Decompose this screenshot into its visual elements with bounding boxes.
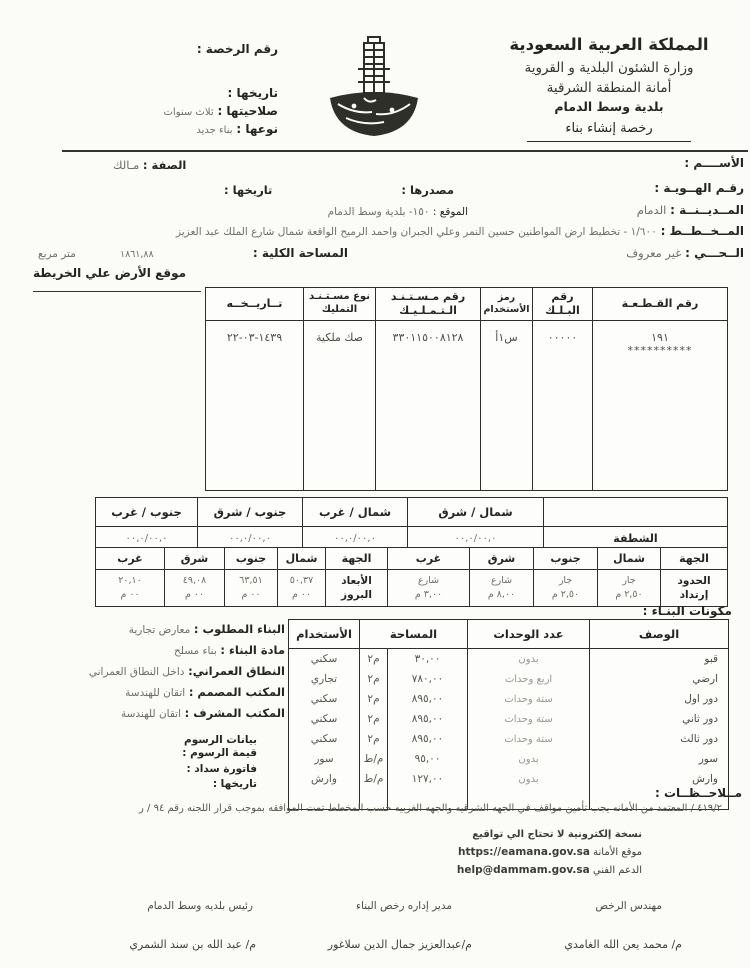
deed-header-deed-type: نوع مسـتـنـد التمليك (304, 288, 376, 321)
corner-sw-label: جنوب / غرب (96, 498, 198, 527)
license-validity-label: صلاحيتها : (217, 104, 278, 118)
building-material-label: مادة البناء : (220, 643, 285, 657)
corner-empty-cell (544, 498, 728, 527)
setback-values-row (96, 570, 728, 607)
design-office-value: اتقان للهندسة (125, 687, 186, 699)
deed-header-block: رقم البـلـك (533, 288, 593, 321)
component-area: ٣٠,٠٠ (388, 649, 468, 670)
side-label-a: الجهة (661, 548, 728, 570)
urban-zone-row (29, 664, 285, 678)
component-desc: ارضي (590, 669, 729, 689)
kingdom-title: المملكة العربية السعودية (509, 35, 709, 54)
plan-row (176, 224, 744, 238)
license-number-label: رقم الرخصة : (196, 42, 278, 56)
license-validity-value: ثلاث سنوات (163, 107, 214, 118)
side-east-b: شرق (165, 548, 225, 570)
component-area: ١٢٧,٠٠ (388, 769, 468, 789)
dim-south: ٦٣,٥١ ٠٠ م (225, 570, 278, 607)
sides-header-row (96, 548, 728, 570)
chamfer-table (95, 497, 728, 551)
district-value: غير معروف (626, 246, 682, 260)
license-type-value: بناء جديد (196, 125, 233, 136)
side-north-b: شمال (278, 548, 326, 570)
component-units: بدون (468, 649, 590, 670)
component-area: ٩٥,٠٠ (388, 749, 468, 769)
amana-website-label: موقع الأمانة (593, 847, 642, 859)
component-units: بدون (468, 769, 590, 789)
total-area-label: المساحة الكلية : (252, 246, 348, 260)
deed-header-date: تــاريــخــه (206, 288, 304, 321)
amana-title: أمانة المنطقة الشرقية (546, 80, 672, 96)
total-area-value: ١٨٦١,٨٨ (120, 249, 154, 260)
side-south-b: جنوب (225, 548, 278, 570)
support-email-address: help@dammam.gov.sa (456, 864, 590, 877)
bound-west: شارع ٣,٠٠ م (388, 570, 470, 607)
map-label-underline (33, 291, 201, 292)
component-use: سكني (289, 709, 360, 729)
deed-table (205, 287, 728, 491)
dim-north: ٥٠,٣٧ ٠٠ م (278, 570, 326, 607)
id-number-label: رقـم الهــويـة : (654, 181, 744, 195)
owner-role (113, 158, 186, 172)
component-units: اربع وحدات (468, 669, 590, 689)
component-area: ٨٩٥,٠٠ (388, 689, 468, 709)
block-number-cell: ٠٠٠٠٠ (533, 320, 593, 490)
owner-role-value: مـالك (113, 158, 140, 172)
side-west-a: غرب (388, 548, 470, 570)
component-use: وارش (289, 769, 360, 789)
component-row (289, 729, 729, 749)
chamfer-se-value: ٠٠,٠/٠٠,٠ (198, 527, 303, 551)
supervising-office-row (29, 706, 285, 720)
component-row (289, 649, 729, 670)
deed-date-cell: ١٤٣٩-٠٣-٢٢ (206, 320, 304, 490)
corner-se-label: جنوب / شرق (198, 498, 303, 527)
side-east-a: شرق (470, 548, 534, 570)
electronic-copy-block (342, 826, 642, 880)
map-location-label: موقع الأرض علي الخريطة (33, 266, 187, 280)
component-area-unit: م٢ (360, 689, 388, 709)
component-desc: دور ثالث (590, 729, 729, 749)
dim-west: ٢٠,١٠ ٠٠ م (96, 570, 165, 607)
license-date-label: تاريخها : (227, 86, 278, 100)
components-header-area: المساحة (360, 620, 468, 649)
ministry-title: وزارة الشئون البلدية و القروية (524, 59, 694, 76)
district-label: الــحـــي : (685, 246, 744, 260)
signature-name-municipality-head: م/ عبد الله بن سند الشمري (129, 938, 256, 951)
component-units: ستة وحدات (468, 709, 590, 729)
requested-building-row (29, 622, 285, 636)
total-area-unit: متر مربع (38, 248, 76, 260)
side-west-b: غرب (96, 548, 165, 570)
chamfer-ne-value: ٠٠,٠/٠٠,٠ (408, 527, 544, 551)
component-area-unit: م٢ (360, 649, 388, 670)
building-material-row (29, 643, 285, 657)
requested-building-label: البناء المطلوب : (193, 622, 285, 636)
license-type (62, 122, 278, 136)
bound-north: جار ٢,٥٠ م (598, 570, 661, 607)
component-units: ستة وحدات (468, 729, 590, 749)
side-label-b: الجهة (326, 548, 388, 570)
support-email-label: الدعم الفني (592, 865, 642, 877)
municipality-title: بلدية وسط الدمام (554, 99, 664, 115)
payment-invoice-label: فاتورة سداد : (186, 762, 257, 775)
component-desc: قبو (590, 649, 729, 670)
id-source-label: مصدرها : (401, 183, 454, 197)
component-row (289, 709, 729, 729)
signature-title-municipality-head: رئيس بلديه وسط الدمام (147, 900, 253, 912)
dim-east: ٤٩,٠٨ ٠٠ م (165, 570, 225, 607)
components-header-units: عدد الوحدات (468, 620, 590, 649)
dims-projection-label: الأبعاد البروز (326, 570, 388, 607)
deed-data-row (206, 320, 728, 490)
chamfer-nw-value: ٠٠,٠/٠٠,٠ (303, 527, 408, 551)
bound-south: جار ٢,٥٠ م (534, 570, 598, 607)
fees-value-label: قيمة الرسوم : (182, 746, 257, 759)
signature-name-license-engineer: م/ محمد يعن الله الغامدي (564, 938, 682, 951)
components-header-row (289, 620, 729, 649)
bound-east: شارع ٨,٠٠ م (470, 570, 534, 607)
amana-website-row (342, 843, 642, 861)
component-area-unit: م٢ (360, 669, 388, 689)
electronic-copy-note: نسخة إلكترونية لا تحتاج الي تواقيع (472, 829, 642, 840)
bounds-setback-label: الحدود إرتداد (661, 570, 728, 607)
component-use: سكني (289, 689, 360, 709)
plan-value: ١/٦٠٠ - تخطيط ارض المواطنين حسين النمر وعلي الجبران واحمد الرميح الواقعة شمال شارع الملك عبد العزيز (175, 226, 657, 238)
urban-zone-label: النطاق العمراني: (188, 664, 285, 678)
components-header-desc: الوصف (590, 620, 729, 649)
fees-sub-block (29, 734, 257, 791)
eastern-province-municipality-logo-icon (324, 36, 424, 146)
header-titles (473, 33, 745, 142)
supervising-office-label: المكتب المشرف : (184, 706, 285, 720)
component-use: تجاري (289, 669, 360, 689)
site-label: الموقع : (432, 206, 468, 218)
notes-text: ٤١٩/٢ / المعتمد من الأمانه يجب تأمين مواقف في الجهه الشرقيه والجهه الغربيه حسب المخطط تمت الموافقه بموجب قرار اللجنه رقم ٩٤ / ر (139, 803, 722, 814)
component-area: ٨٩٥,٠٠ (388, 729, 468, 749)
amana-website-url: https://eamana.gov.sa (457, 846, 590, 859)
component-desc: وارش (590, 769, 729, 789)
license-type-label: نوعها : (236, 122, 278, 136)
id-date-label: تاريخها : (224, 183, 273, 197)
component-area: ٨٩٥,٠٠ (388, 709, 468, 729)
deed-header-row (206, 288, 728, 321)
component-units: بدون (468, 749, 590, 769)
fees-title: بيانات الرسوم (184, 734, 257, 746)
license-validity (62, 104, 278, 118)
component-area-unit: م٢ (360, 729, 388, 749)
design-office-label: المكتب المصمم : (188, 685, 285, 699)
component-desc: سور (590, 749, 729, 769)
plan-label: المــخــطــط : (660, 224, 744, 238)
components-header-use: الأستخدام (289, 620, 360, 649)
building-material-value: بناء مسلح (173, 645, 217, 657)
component-row (289, 689, 729, 709)
components-table (288, 619, 729, 810)
chamfer-sw-value: ٠٠,٠/٠٠,٠ (96, 527, 198, 551)
component-area-unit: م/ط (360, 769, 388, 789)
component-units: ستة وحدات (468, 689, 590, 709)
city-label: المــديــنــة : (670, 203, 744, 217)
site-row (328, 206, 468, 218)
corner-nw-label: شمال / غرب (303, 498, 408, 527)
requested-building-value: معارض تجارية (128, 624, 191, 636)
component-area: ٧٨٠,٠٠ (388, 669, 468, 689)
deed-header-plot: رقم القـطـعـة (593, 288, 728, 321)
deed-header-use-code: رمز الأستخدام (481, 288, 533, 321)
header-divider (62, 150, 748, 152)
notes-label: مــلاحــظــات : (654, 786, 742, 800)
use-code-cell: س١أ (481, 320, 533, 490)
deed-header-deed-number: رقم مـسـتـنـد الـتـمـلـيـك (376, 288, 481, 321)
city-value: الدمام (636, 203, 667, 217)
site-value: ١٥٠- بلدية وسط الدمام (327, 206, 430, 218)
setback-table (95, 547, 728, 607)
side-south-a: جنوب (534, 548, 598, 570)
document-title: رخصة إنشاء بناء (527, 118, 690, 142)
plot-number-cell: ١٩١ ********** (593, 320, 728, 490)
signature-name-permits-director: م/عبدالعزيز جمال الدين سلاغور (327, 938, 472, 951)
design-office-row (29, 685, 285, 699)
component-use: سكني (289, 729, 360, 749)
component-area-unit: م٢ (360, 709, 388, 729)
city-row (637, 203, 744, 217)
component-area-unit: م/ط (360, 749, 388, 769)
supervising-office-value: اتقان للهندسة (120, 708, 182, 720)
urban-zone-value: داخل النطاق العمراني (88, 666, 185, 678)
deed-type-cell: صك ملكية (304, 320, 376, 490)
component-row (289, 669, 729, 689)
support-email-row (342, 861, 642, 879)
corner-header-row (96, 498, 728, 527)
request-info-block (29, 622, 285, 791)
signature-title-license-engineer: مهندس الرخص (595, 900, 662, 912)
deed-number-cell: ٣٣٠١١٥٠٠٨١٢٨ (376, 320, 481, 490)
district-row (626, 246, 744, 260)
component-desc: دور ثاني (590, 709, 729, 729)
component-row (289, 749, 729, 769)
license-info-block (62, 42, 278, 140)
components-section-label: مكونات البنـاء : (642, 604, 732, 618)
component-use: سور (289, 749, 360, 769)
component-use: سكني (289, 649, 360, 670)
owner-role-label: الصفة : (142, 158, 187, 172)
chamfer-label: الشطفة (544, 527, 728, 551)
invoice-date-label: تاريخها : (212, 778, 257, 791)
component-desc: دور اول (590, 689, 729, 709)
signature-title-permits-director: مدير إداره رخص البناء (356, 900, 452, 912)
owner-name-label: الأســــم : (684, 156, 744, 170)
side-north-a: شمال (598, 548, 661, 570)
corner-ne-label: شمال / شرق (408, 498, 544, 527)
